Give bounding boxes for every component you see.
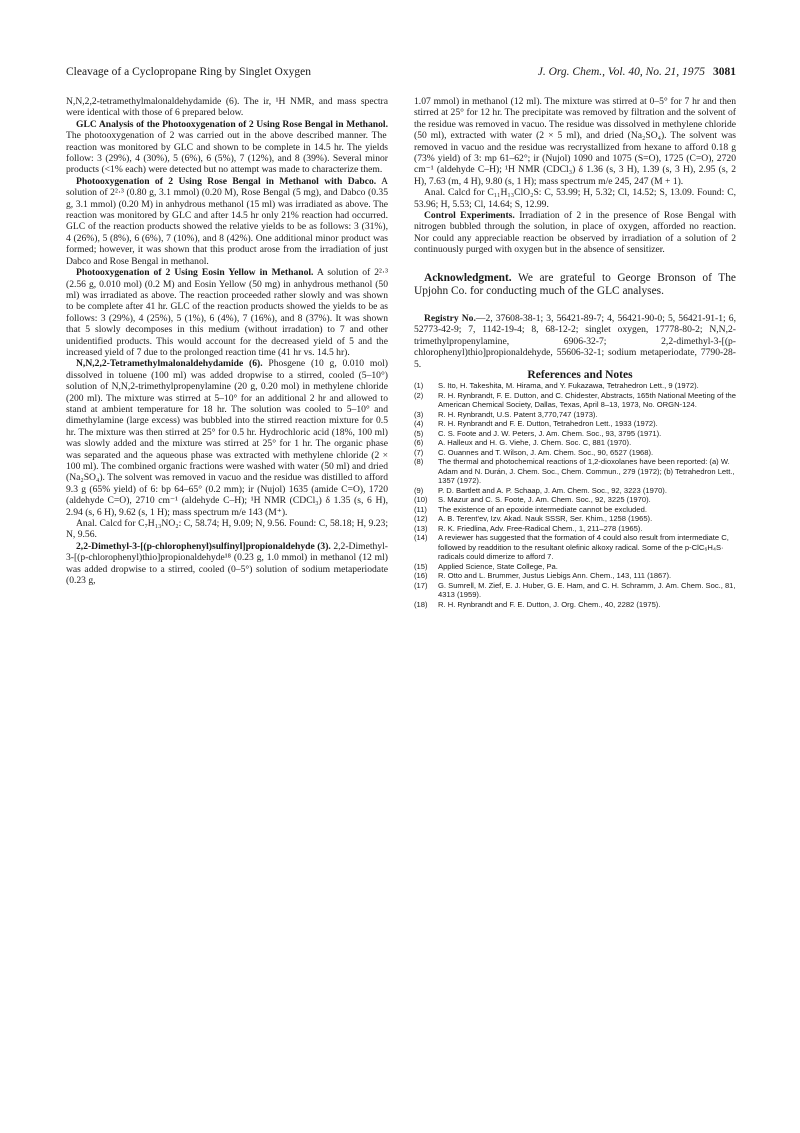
section-heading: N,N,2,2-Tetramethylmalonaldehydamide (6). bbox=[76, 358, 263, 370]
reference-item bbox=[414, 505, 736, 515]
reference-number: (4) bbox=[414, 419, 424, 429]
journal-citation bbox=[538, 66, 736, 78]
reference-item bbox=[414, 600, 736, 610]
reference-number: (18) bbox=[414, 599, 428, 609]
references-list bbox=[414, 381, 736, 609]
reference-item bbox=[414, 514, 736, 524]
reference-text: A. B. Terent'ev, Izv. Akad. Nauk SSSR, Ser. Khim., 1258 (1965). bbox=[438, 514, 653, 524]
paragraph-text: 2,2-Dimethyl-3-[(p-chlorophenyl)thio]propionaldehyde¹⁸ (0.23 g, 1.0 mmol) in methanol (12 ml) was added dropwise to a stirred, cooled (0–5°) solution of sodium metaperiodate (0.23 g, bbox=[66, 540, 388, 587]
section-heading: 2,2-Dimethyl-3-[(p-chlorophenyl)sulfinyl]propionaldehyde (3). bbox=[76, 540, 331, 552]
paragraph: 1.07 mmol) in methanol (12 ml). The mixture was stirred at 0–5° for 7 hr and then stirred at 25° for 12 hr. The precipitate was removed by filtration and the solvent of the residue was removed in vacuo. The residue was dissolved in methylene chloride (50 ml), extracted with water (2 × 5 ml), and dried (Na₂SO₄). The solvent was removed in vacuo and the residue was recrystallized from hexane to afford 0.18 g (73% yield) of 3: mp 61–62°; ir (Nujol) 1090 and 1075 (S=O), 1725 (C=O), 2720 cm⁻¹ (aldehyde C–H); ¹H NMR (CDCl₃) δ 1.36 (s, 3 H), 1.39 (s, 3 H), 2.95 (s, 2 H), 7.63 (m, 4 H), 9.80 (s, 1 H); mass spectrum m/e 245, 247 (M + 1). bbox=[414, 96, 736, 187]
reference-text: R. Otto and L. Brummer, Justus Liebigs Ann. Chem., 143, 111 (1867). bbox=[438, 571, 672, 581]
paragraph-text: A solution of 2²·³ (2.56 g, 0.010 mol) (0.2 M) and Eosin Yellow (50 mg) in anhydrous methanol (50 ml) was irradiated as above. The reaction proceeded rather slowly and was shown to be complete after 41 hr. GLC of the reaction products showed the yields to be as follows: 3 (29%), 4 (25%), 5 (1%), 6 (4%), 7 (16%), and 8 (37%). It was shown that 5 slowly decomposes in this medium (without irradation) to 7 and other unidentified products. This would account for the decreased yield of 5 and the increased yield of 7 due to the prolonged reaction time (41 hr vs. 14.5 hr). bbox=[66, 267, 389, 358]
acknowledgment-text: We are grateful to George Bronson of The Upjohn Co. for conducting much of the GLC analyses. bbox=[414, 271, 736, 298]
registry-heading: Registry No. bbox=[424, 312, 476, 324]
section-heading: Control Experiments. bbox=[424, 210, 515, 222]
acknowledgment-heading: Acknowledgment. bbox=[424, 271, 512, 284]
reference-number: (13) bbox=[414, 523, 428, 533]
reference-text: P. D. Bartlett and A. P. Schaap, J. Am. Chem. Soc., 92, 3223 (1970). bbox=[438, 485, 667, 495]
reference-number: (6) bbox=[414, 438, 424, 448]
reference-number: (8) bbox=[414, 457, 424, 467]
reference-number: (7) bbox=[414, 447, 424, 457]
reference-text: A. Halleux and H. G. Viehe, J. Chem. Soc. C, 881 (1970). bbox=[438, 438, 632, 448]
registry-numbers bbox=[414, 313, 736, 370]
reference-item bbox=[414, 391, 736, 410]
paragraph bbox=[66, 541, 388, 587]
reference-text: R. H. Rynbrandt and F. E. Dutton, J. Org. Chem., 40, 2282 (1975). bbox=[438, 599, 661, 609]
paragraph: Anal. Calcd for C₁₁H₁₃ClO₂S: C, 53.99; H, 5.32; Cl, 14.52; S, 13.09. Found: C, 53.96; H, 5.53; Cl, 14.64; S, 12.99. bbox=[414, 187, 736, 210]
section-heading: Photooxygenation of 2 Using Rose Bengal in Methanol with Dabco. bbox=[76, 175, 377, 187]
article-running-title: Cleavage of a Cyclopropane Ring by Singlet Oxygen bbox=[66, 66, 311, 78]
reference-text: R. H. Rynbrandt, U.S. Patent 3,770,747 (1973). bbox=[438, 409, 598, 419]
reference-item bbox=[414, 524, 736, 534]
reference-item bbox=[414, 448, 736, 458]
right-column bbox=[414, 96, 736, 609]
reference-number: (14) bbox=[414, 533, 428, 543]
reference-number: (3) bbox=[414, 409, 424, 419]
reference-number: (9) bbox=[414, 485, 424, 495]
reference-text: G. Sumrell, M. Zief, E. J. Huber, G. E. Ham, and C. H. Schramm, J. Am. Chem. Soc., 81, 4313 (1959). bbox=[438, 580, 736, 600]
paragraph bbox=[66, 358, 388, 518]
reference-number: (17) bbox=[414, 580, 428, 590]
journal-name: J. Org. Chem., Vol. 40, No. 21, 1975 bbox=[537, 66, 705, 78]
reference-text: R. K. Friedlina, Adv. Free-Radical Chem., 1, 211–278 (1965). bbox=[438, 523, 643, 533]
reference-number: (10) bbox=[414, 495, 428, 505]
reference-text: The thermal and photochemical reactions of 1,2-dioxolanes have been reported: (a) W. Adam and N. Durán, J. Chem. Soc., Chem. Commun., 279 (1972); (b) Tetrahedron Lett., 1357 (1972). bbox=[438, 457, 735, 486]
paragraph bbox=[66, 267, 388, 358]
reference-item bbox=[414, 438, 736, 448]
paragraph-text: Irradiation of 2 in the presence of Rose Bengal with nitrogen bubbled through the solution, in place of oxygen, afforded no reaction. Nor could any appreciable reaction be observed by irradiation of a solution of 2 continuously purged with oxygen but in the absence of sensitizer. bbox=[414, 210, 736, 256]
paragraph bbox=[414, 210, 736, 256]
reference-text: Applied Science, State College, Pa. bbox=[438, 561, 558, 571]
reference-text: C. S. Foote and J. W. Peters, J. Am. Chem. Soc., 93, 3795 (1971). bbox=[438, 428, 662, 438]
reference-text: R. H. Rynbrandt and F. E. Dutton, Tetrahedron Lett., 1933 (1972). bbox=[438, 419, 658, 429]
reference-number: (1) bbox=[414, 381, 424, 391]
reference-number: (2) bbox=[414, 390, 424, 400]
reference-number: (12) bbox=[414, 514, 428, 524]
reference-text: The existence of an epoxide intermediate cannot be excluded. bbox=[438, 504, 647, 514]
reference-text: S. Mazur and C. S. Foote, J. Am. Chem. Soc., 92, 3225 (1970). bbox=[438, 495, 651, 505]
reference-number: (11) bbox=[414, 504, 427, 514]
reference-item bbox=[414, 457, 736, 486]
reference-item bbox=[414, 381, 736, 391]
references-title: References and Notes bbox=[527, 368, 633, 381]
paragraph-text: Phosgene (10 g, 0.010 mol) dissolved in toluene (100 ml) was added dropwise to a stirred, cooled (5–10°) solution of N,N,2-trimethylpropenylamine (20 g, 0.20 mol) in methylene chloride (200 ml). The mixture was stirred at 5–10° for an additional 2 hr and allowed to stand at ambient temperature for 18 hr. The solution was cooled to 5–10° and dimethylamine (large excess) was bubbled into the stirred reaction mixture for 0.5 hr. The mixture was then stirred at 25° for 0.5 hr. Hydrochloric acid (18%, 100 ml) was slowly added and the mixture was stirred at 25° for 1 hr. The organic phase was separated and the aqueous phase was extracted with methylene chloride (2 × 100 ml). The combined organic fractions were washed with water (50 ml) and dried (Na₂SO₄). The solvent was removed in vacuo and the residue was distilled to afford 9.3 g (65% yield) of 6: bp 64–65° (0.2 mm); ir (Nujol) 1635 (amide C=O), 1720 (aldehyde C=O), 2710 cm⁻¹ (aldehyde C–H); ¹H NMR (CDCl₃) δ 1.35 (s, 6 H), 2.94 (s, 6 H), 9.62 (s, 1 H); mass spectrum m/e 143 (M⁺). bbox=[66, 358, 388, 518]
reference-text: S. Ito, H. Takeshita, M. Hirama, and Y. Fukazawa, Tetrahedron Lett., 9 (1972). bbox=[438, 381, 699, 391]
paragraph bbox=[66, 176, 388, 267]
paragraph bbox=[66, 119, 388, 176]
left-column bbox=[66, 96, 388, 586]
running-header bbox=[66, 66, 736, 82]
paragraph: Anal. Calcd for C₇H₁₃NO₂: C, 58.74; H, 9.09; N, 9.56. Found: C, 58.18; H, 9.23; N, 9.56. bbox=[66, 518, 388, 541]
reference-item bbox=[414, 486, 736, 496]
reference-item bbox=[414, 562, 736, 572]
reference-item bbox=[414, 429, 736, 439]
reference-text: A reviewer has suggested that the formation of 4 could also result from intermediate C, followed by readdition to the resultant olefinic alkoxy radical. Some of the p-ClC₆H₄S· radicals could dimerize to afford 7. bbox=[438, 533, 729, 562]
page-number: 3081 bbox=[713, 66, 736, 78]
paragraph-text: A solution of 2²·³ (0.80 g, 3.1 mmol) (0.20 M), Rose Bengal (5 mg), and Dabco (0.35 g, 3.1 mmol) (0.20 M) in anhydrous methanol (15 ml) was irradiated as above. The reaction was monitored by GLC and after 14.5 hr only 21% reaction had occurred. GLC of the reaction products showed the relative yields to be as follows: 3 (31%), 4 (26%), 5 (8%), 6 (6%), 7 (10%), and 8 (42%). One additional minor product was formed; however, it was shown that this product arose from the irradiation of just Dabco and Rose Bengal in methanol. bbox=[66, 175, 388, 267]
reference-number: (16) bbox=[414, 571, 428, 581]
acknowledgment bbox=[414, 272, 736, 299]
reference-number: (5) bbox=[414, 428, 424, 438]
section-heading: Photooxygenation of 2 Using Eosin Yellow in Methanol. bbox=[76, 267, 314, 279]
reference-item bbox=[414, 419, 736, 429]
registry-text: —2, 37608-38-1; 3, 56421-89-7; 4, 56421-90-0; 5, 56421-91-1; 6, 52773-42-9; 7, 1142-19-4; 8, 68-12-2; singlet oxygen, 17778-80-2; N,N,2-trimethylpropenylamine, 6906-32-7; 2,2-dimethyl-3-[(p-chlorophenyl)thio]propionaldehyde, 55606-32-1; sodium metaperiodate, 7790-28-5. bbox=[414, 312, 737, 370]
section-heading: GLC Analysis of the Photooxygenation of 2 Using Rose Bengal in Methanol. bbox=[76, 118, 388, 130]
paragraph-text: The photooxygenation of 2 was carried out in the above described manner. The reaction was monitored by GLC and shown to be complete in 14.5 hr. The yields follow: 3 (29%), 4 (30%), 5 (6%), 6 (5%), 7 (12%), and 8 (39%). Several minor products (<1% each) were detected but no attempt was made to characterize them. bbox=[66, 130, 388, 176]
reference-item bbox=[414, 533, 736, 562]
reference-item bbox=[414, 581, 736, 600]
reference-item bbox=[414, 410, 736, 420]
reference-text: C. Ouannes and T. Wilson, J. Am. Chem. Soc., 90, 6527 (1968). bbox=[438, 447, 654, 457]
reference-item bbox=[414, 571, 736, 581]
paragraph: N,N,2,2-tetramethylmalonaldehydamide (6). The ir, ¹H NMR, and mass spectra were identical with those of 6 prepared below. bbox=[66, 96, 388, 119]
reference-number: (15) bbox=[414, 561, 428, 571]
reference-text: R. H. Rynbrandt, F. E. Dutton, and C. Chidester, Abstracts, 165th National Meeting of the American Chemical Society, Dallas, Texas, April 8–13, 1973, No. ORGN-124. bbox=[438, 390, 736, 410]
reference-item bbox=[414, 495, 736, 505]
